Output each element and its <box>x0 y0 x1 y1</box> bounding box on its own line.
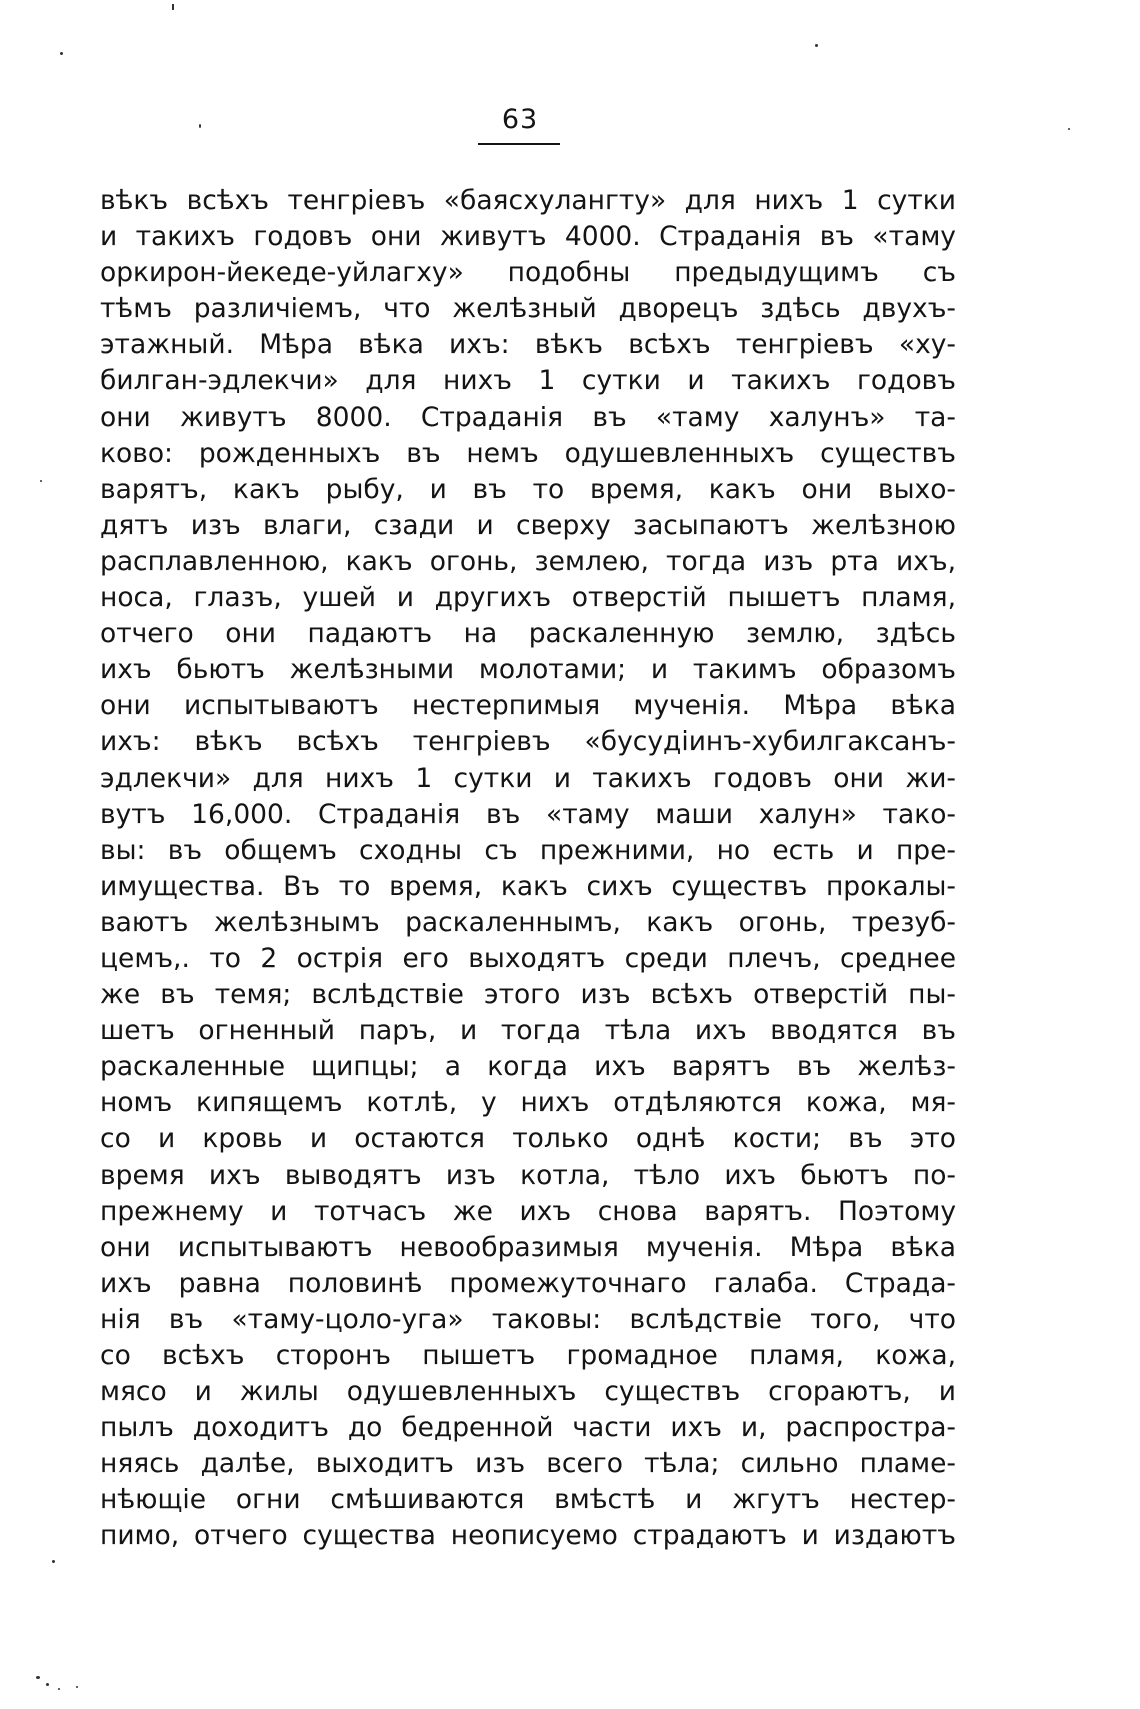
text-line: ваютъ желѣзнымъ раскаленнымъ, какъ огонь, трезуб- <box>100 906 956 938</box>
text-line: номъ кипящемъ котлѣ, у нихъ отдѣляются кожа, мя- <box>100 1087 956 1119</box>
text-line: нѣющіе огни смѣшиваются вмѣстѣ и жгутъ нестер- <box>100 1484 956 1516</box>
text-line: мясо и жилы одушевленныхъ существъ сгораютъ, и <box>100 1376 956 1408</box>
text-line: и такихъ годовъ они живутъ 4000. Страданія въ «таму <box>100 221 956 253</box>
scan-speck <box>52 1560 55 1563</box>
text-line: тѣмъ различіемъ, что желѣзный дворецъ здѣсь двухъ- <box>100 293 956 325</box>
scan-speck <box>815 44 818 47</box>
text-line: пылъ доходитъ до бедренной части ихъ и, распростра- <box>100 1412 956 1444</box>
text-line: няясь далѣе, выходитъ изъ всего тѣла; сильно пламе- <box>100 1448 956 1480</box>
page-number: 63 <box>501 104 539 135</box>
scan-speck <box>76 1686 78 1688</box>
text-line: вѣкъ всѣхъ тенгріевъ «баясхулангту» для нихъ 1 сутки <box>100 185 956 216</box>
text-line: ихъ бьютъ желѣзными молотами; и такимъ образомъ <box>100 654 956 686</box>
text-line: они живутъ 8000. Страданія въ «таму халунъ» та- <box>100 401 956 433</box>
text-line: дятъ изъ влаги, сзади и сверху засыпаютъ желѣзною <box>100 509 956 541</box>
scan-speck <box>36 1676 40 1679</box>
scan-speck <box>58 1688 60 1690</box>
text-line: раскаленные щипцы; а когда ихъ варятъ въ желѣз- <box>100 1051 956 1083</box>
text-line: время ихъ выводятъ изъ котла, тѣло ихъ бьютъ по- <box>100 1159 956 1191</box>
text-line: же въ темя; вслѣдствіе этого изъ всѣхъ отверстій пы- <box>100 979 956 1011</box>
text-line: со и кровь и остаются только однѣ кости; въ это <box>100 1123 956 1155</box>
scan-speck <box>172 4 174 10</box>
text-line: вы: въ общемъ сходны съ прежними, но есть и пре- <box>100 834 956 866</box>
text-line: нія въ «таму-цоло-уга» таковы: вслѣдствіе того, что <box>100 1303 956 1335</box>
text-line: носа, глазъ, ушей и другихъ отверстій пышетъ пламя, <box>100 582 956 614</box>
text-line: цемъ,. то 2 острія его выходятъ среди плечъ, среднее <box>100 942 956 974</box>
text-line: варятъ, какъ рыбу, и въ то время, какъ они выхо- <box>100 473 956 505</box>
text-line: ихъ: вѣкъ всѣхъ тенгріевъ «бусудіинъ-хубилгаксанъ- <box>100 726 956 758</box>
scan-speck <box>60 52 63 55</box>
text-line: шетъ огненный паръ, и тогда тѣла ихъ вводятся въ <box>100 1015 956 1047</box>
text-line: эдлекчи» для нихъ 1 сутки и такихъ годовъ они жи- <box>100 762 956 794</box>
text-line: они испытываютъ нестерпимыя мученія. Мѣра вѣка <box>100 690 956 722</box>
scan-speck <box>40 480 42 482</box>
text-line: расплавленною, какъ огонь, землею, тогда изъ рта ихъ, <box>100 545 956 577</box>
text-line: со всѣхъ сторонъ пышетъ громадное пламя, кожа, <box>100 1340 956 1371</box>
page-number-underline <box>478 143 560 145</box>
text-line: пимо, отчего существа неописуемо страдаютъ и издаютъ <box>100 1520 956 1552</box>
text-line: ихъ равна половинѣ промежуточнаго галаба. Страда- <box>100 1267 956 1299</box>
text-line: прежнему и тотчасъ же ихъ снова варятъ. Поэтому <box>100 1195 956 1227</box>
text-line: вутъ 16,000. Страданія въ «таму маши халун» тако- <box>100 798 956 830</box>
body-text <box>100 183 956 1555</box>
text-line: они испытываютъ невообразимыя мученія. Мѣра вѣка <box>100 1231 956 1263</box>
scan-speck <box>1068 128 1070 130</box>
text-line: этажный. Мѣра вѣка ихъ: вѣкъ всѣхъ тенгріевъ «ху- <box>100 329 956 361</box>
text-line: отчего они падаютъ на раскаленную землю, здѣсь <box>100 618 956 650</box>
text-line: ково: рожденныхъ въ немъ одушевленныхъ существъ <box>100 437 956 469</box>
text-line: оркирон-йекеде-уйлагху» подобны предыдущимъ съ <box>100 257 956 289</box>
text-line: имущества. Въ то время, какъ сихъ существъ прокалы- <box>100 870 956 902</box>
scan-speck <box>46 1683 49 1686</box>
scan-speck <box>199 124 201 128</box>
text-line: билган-эдлекчи» для нихъ 1 сутки и такихъ годовъ <box>100 365 956 397</box>
